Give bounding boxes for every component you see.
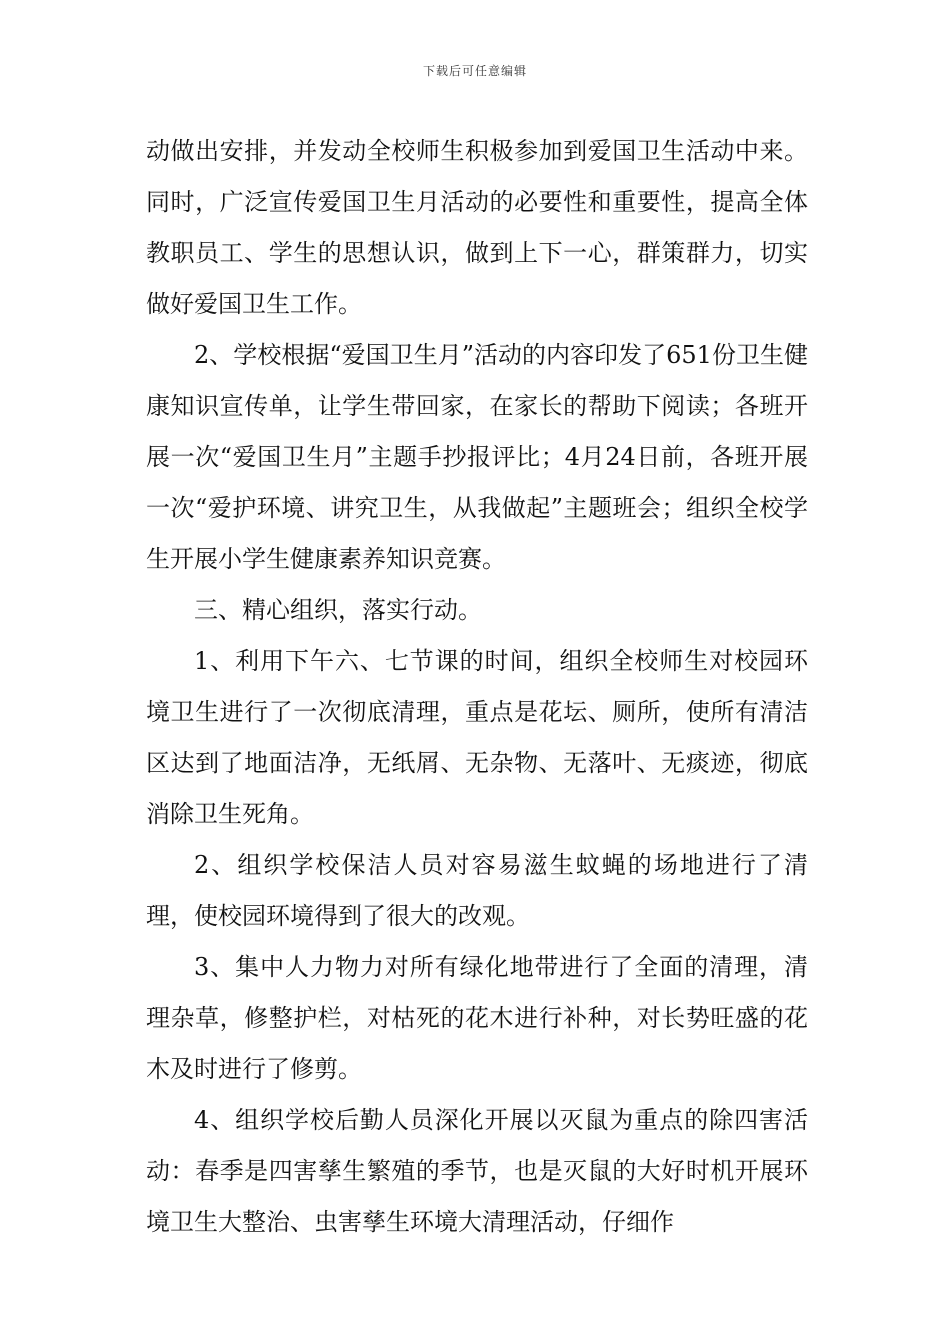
- paragraph-item-1-cleanup: 1、利用下午六、七节课的时间，组织全校师生对校园环境卫生进行了一次彻底清理，重点是花坛、厕所，使所有清洁区达到了地面洁净，无纸屑、无杂物、无落叶、无痰迹，彻底消除卫生死角。: [146, 647, 808, 828]
- paragraph-continuation: 动做出安排，并发动全校师生积极参加到爱国卫生活动中来。同时，广泛宣传爱国卫生月活动的必要性和重要性，提高全体教职员工、学生的思想认识，做到上下一心，群策群力，切实做好爱国卫生工作。: [146, 137, 808, 318]
- document-body: [146, 126, 808, 1248]
- paragraph-item-2-promotion: 2、学校根据“爱国卫生月”活动的内容印发了651份卫生健康知识宣传单，让学生带回家，在家长的帮助下阅读；各班开展一次“爱国卫生月”主题手抄报评比；4月24日前，各班开展一次“爱护环境、讲究卫生，从我做起”主题班会；组织全校学生开展小学生健康素养知识竞赛。: [146, 341, 808, 573]
- paragraph-item-4-pest-control: 4、组织学校后勤人员深化开展以灭鼠为重点的除四害活动：春季是四害孳生繁殖的季节，也是灭鼠的大好时机开展环境卫生大整治、虫害孳生环境大清理活动，仔细作: [146, 1106, 808, 1236]
- section-heading-three: 三、精心组织，落实行动。: [194, 596, 482, 624]
- paragraph-item-3-greenery: 3、集中人力物力对所有绿化地带进行了全面的清理，清理杂草，修整护栏，对枯死的花木进行补种，对长势旺盛的花木及时进行了修剪。: [146, 953, 808, 1083]
- page-header-note: 下载后可任意编辑: [422, 64, 527, 78]
- paragraph-item-2-cleaners: 2、组织学校保洁人员对容易滋生蚊蝇的场地进行了清理，使校园环境得到了很大的改观。: [146, 851, 808, 930]
